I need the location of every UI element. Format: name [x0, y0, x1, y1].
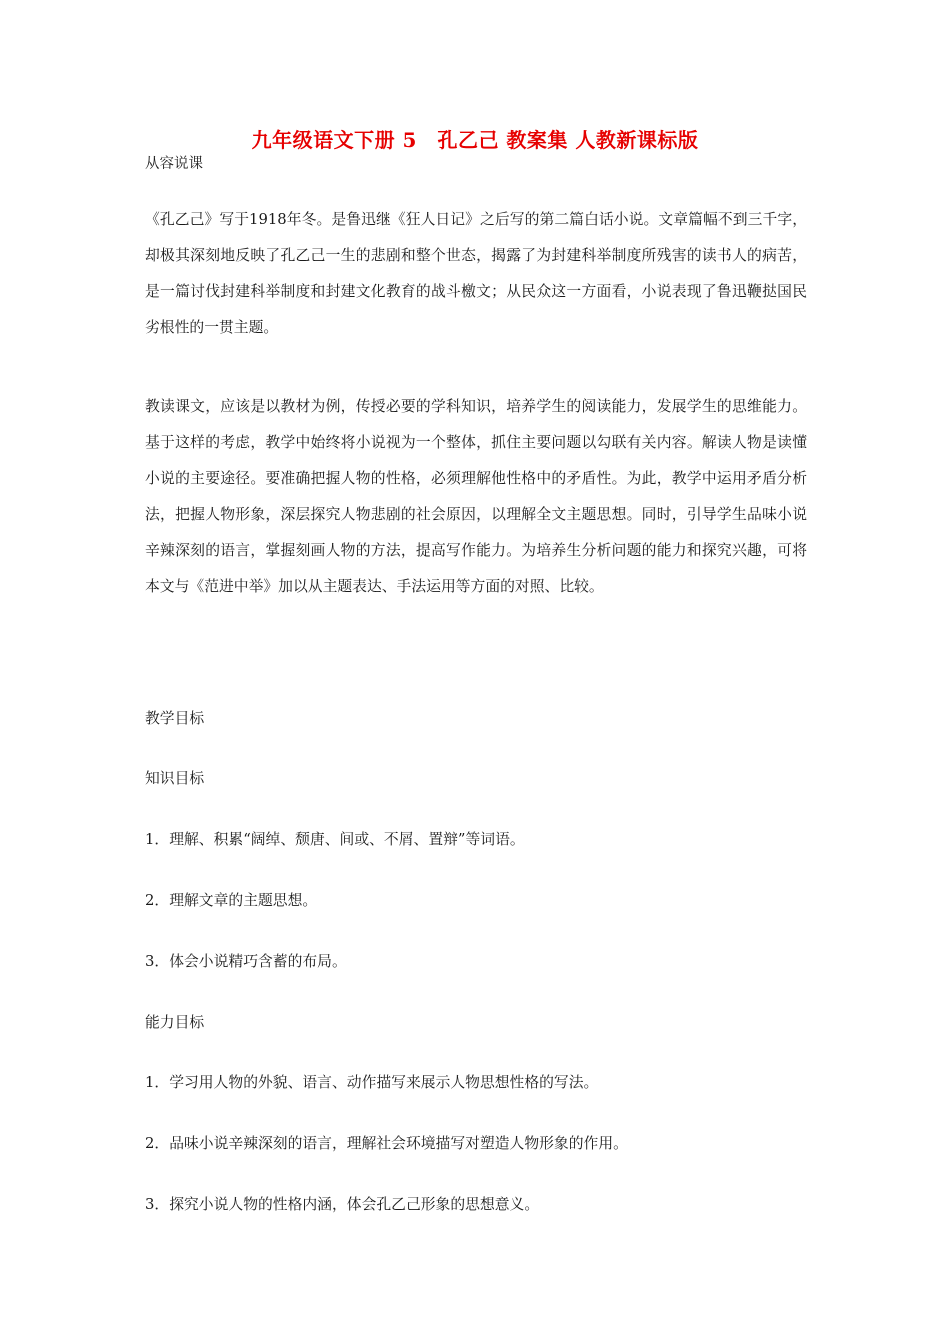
ability-item: 2．品味小说辛辣深刻的语言，理解社会环境描写对塑造人物形象的作用。 [145, 1135, 628, 1152]
ability-item: 3．探究小说人物的性格内涵，体会孔乙己形象的思想意义。 [145, 1196, 540, 1213]
knowledge-item: 3．体会小说精巧含蓄的布局。 [145, 953, 347, 970]
ability-item: 1．学习用人物的外貌、语言、动作描写来展示人物思想性格的写法。 [145, 1074, 599, 1091]
intro-paragraph: 《孔乙己》写于1918年冬。是鲁迅继《狂人日记》之后写的第二篇白话小说。文章篇幅不到三千字，却极其深刻地反映了孔乙己一生的悲剧和整个世态，揭露了为封建科举制度所残害的读书人的病苦，是一篇讨伐封建科举制度和封建文化教育的战斗檄文；从民众这一方面看，小说表现了鲁迅鞭挞国民劣根性的一贯主题。 [145, 211, 807, 336]
section-label: 从容说课 [145, 156, 203, 172]
knowledge-item: 2．理解文章的主题思想。 [145, 892, 318, 909]
teaching-goals-heading: 教学目标 [145, 710, 205, 727]
teaching-paragraph: 教读课文，应该是以教材为例，传授必要的学科知识，培养学生的阅读能力，发展学生的思维能力。基于这样的考虑，教学中始终将小说视为一个整体，抓住主要问题以勾联有关内容。解读人物是读懂小说的主要途径。要准确把握人物的性格，必须理解他性格中的矛盾性。为此，教学中运用矛盾分析法，把握人物形象，深层探究人物悲剧的社会原因，以理解全文主题思想。同时，引导学生品味小说辛辣深刻的语言，掌握刻画人物的方法，提高写作能力。为培养生分析问题的能力和探究兴趣，可将本文与《范进中举》加以从主题表达、手法运用等方面的对照、比较。 [145, 398, 807, 595]
knowledge-item: 1．理解、积累“阔绰、颓唐、间或、不屑、置辩”等词语。 [145, 831, 525, 848]
knowledge-goals-heading: 知识目标 [145, 770, 205, 787]
ability-goals-heading: 能力目标 [145, 1014, 205, 1031]
document-title: 九年级语文下册 5 孔乙己 教案集 人教新课标版 [251, 128, 699, 152]
